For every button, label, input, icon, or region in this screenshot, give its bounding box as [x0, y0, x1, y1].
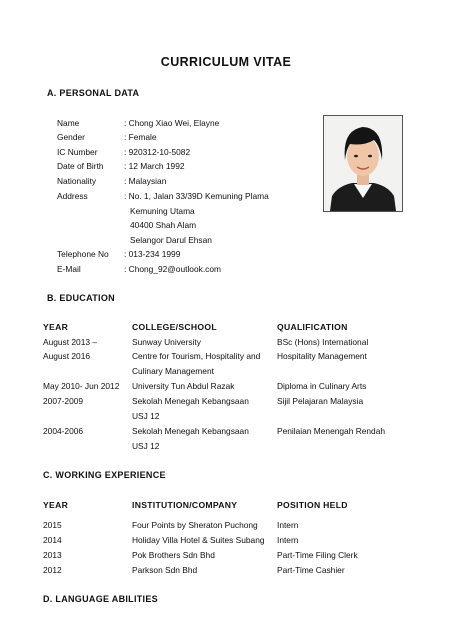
document-title: CURRICULUM VITAE — [160, 55, 292, 69]
education-year: 2007-2009 — [43, 396, 84, 406]
work-year: 2012 — [43, 565, 62, 575]
value-address-line-3: 40400 Shah Alam — [130, 220, 197, 230]
education-year: 2004-2006 — [43, 426, 84, 436]
label-date-of-birth: Date of Birth — [57, 161, 104, 171]
section-personal-heading: A. PERSONAL DATA — [47, 88, 140, 98]
education-school: Centre for Tourism, Hospitality and — [132, 351, 261, 361]
education-school: USJ 12 — [132, 441, 160, 451]
value-ic-number: : 920312-10-5082 — [124, 147, 191, 157]
education-header-year: YEAR — [43, 322, 69, 332]
education-qualification: Diploma in Culinary Arts — [277, 381, 367, 391]
work-header-year: YEAR — [43, 500, 69, 510]
education-qualification: Sijil Pelajaran Malaysia — [277, 396, 364, 406]
person-portrait-icon — [324, 116, 402, 211]
label-gender: Gender — [57, 132, 85, 142]
work-position: Part-Time Cashier — [277, 565, 345, 575]
education-year: August 2013 – — [43, 337, 98, 347]
section-language-heading: D. LANGUAGE ABILITIES — [43, 594, 158, 604]
value-address-line-1: : No. 1, Jalan 33/39D Kemuning Plama — [124, 191, 269, 201]
education-header-school: COLLEGE/SCHOOL — [132, 322, 217, 332]
label-name: Name — [57, 118, 80, 128]
education-qualification: Hospitality Management — [277, 351, 367, 361]
value-gender: : Female — [124, 132, 157, 142]
work-company: Pok Brothers Sdn Bhd — [132, 550, 215, 560]
education-school: Culinary Management — [132, 366, 214, 376]
work-company: Four Points by Sheraton Puchong — [132, 520, 258, 530]
value-address-line-4: Selangor Darul Ehsan — [130, 235, 212, 245]
education-school: USJ 12 — [132, 411, 160, 421]
education-year: May 2010- Jun 2012 — [43, 381, 120, 391]
education-school: Sekolah Menegah Kebangsaan — [132, 396, 249, 406]
work-year: 2015 — [43, 520, 62, 530]
profile-photo — [323, 115, 403, 212]
education-qualification: BSc (Hons) International — [277, 337, 369, 347]
work-year: 2014 — [43, 535, 62, 545]
value-nationality: : Malaysian — [124, 176, 167, 186]
education-school: Sekolah Menegah Kebangsaan — [132, 426, 249, 436]
education-school: University Tun Abdul Razak — [132, 381, 235, 391]
education-year: August 2016 — [43, 351, 91, 361]
work-position: Intern — [277, 520, 299, 530]
education-school: Sunway University — [132, 337, 201, 347]
education-header-qualification: QUALIFICATION — [277, 322, 348, 332]
label-address: Address — [57, 191, 88, 201]
work-year: 2013 — [43, 550, 62, 560]
education-qualification: Penilaian Menengah Rendah — [277, 426, 386, 436]
work-header-position: POSITION HELD — [277, 500, 348, 510]
value-date-of-birth: : 12 March 1992 — [124, 161, 185, 171]
section-education-heading: B. EDUCATION — [47, 293, 115, 303]
section-work-heading: C. WORKING EXPERIENCE — [43, 470, 166, 480]
work-company: Parkson Sdn Bhd — [132, 565, 198, 575]
value-address-line-2: Kemuning Utama — [130, 206, 195, 216]
label-nationality: Nationality — [57, 176, 97, 186]
value-name: : Chong Xiao Wei, Elayne — [124, 118, 220, 128]
label-ic-number: IC Number — [57, 147, 98, 157]
value-email: : Chong_92@outlook.com — [124, 264, 221, 274]
label-telephone: Telephone No — [57, 249, 109, 259]
value-telephone: : 013-234 1999 — [124, 249, 181, 259]
label-email: E-Mail — [57, 264, 81, 274]
work-position: Intern — [277, 535, 299, 545]
work-position: Part-Time Filing Clerk — [277, 550, 358, 560]
work-header-company: INSTITUTION/COMPANY — [132, 500, 238, 510]
work-company: Holiday Villa Hotel & Suites Subang — [132, 535, 265, 545]
